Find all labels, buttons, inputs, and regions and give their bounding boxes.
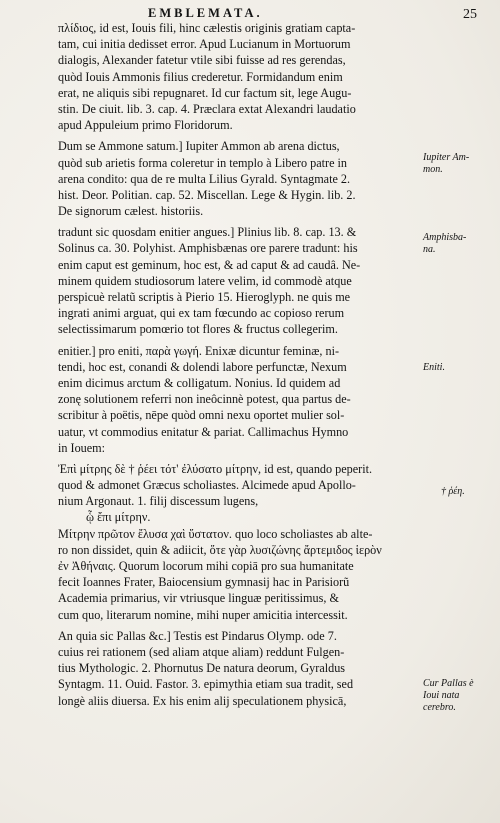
running-title: EMBLEMATA.	[148, 6, 263, 20]
text-line: enitier.] pro eniti, παρὰ γωγή. Enixæ dicuntur feminæ, ni-	[58, 343, 340, 358]
text-line: arena condito: qua de re multa Lilius Gyrald. Syntagmate 2.	[58, 171, 351, 186]
margin-note-iupiter-ammon	[423, 152, 497, 176]
text-line: longè aliis diuersa. Ex his enim alij speculationem physicā,	[58, 693, 347, 708]
margin-note-line: Ioui nata	[423, 690, 460, 701]
text-line: quòd sub arietis forma coleretur in templo à Libero patre in	[58, 155, 348, 170]
margin-note-line: mon.	[423, 164, 443, 175]
greek-quote-line: ᾧ ἔπι μίτρην.	[86, 510, 151, 525]
text-line: cuius rei rationem (sed aliam atque aliam) reddunt Fulgen-	[58, 644, 345, 659]
margin-note-greek	[441, 486, 500, 498]
text-line: Dum se Ammone satum.] Iupiter Ammon ab arena dictus,	[58, 139, 340, 154]
margin-note-pallas	[423, 678, 497, 714]
margin-note-line: Cur Pallas è	[423, 678, 474, 689]
page-number: 25	[463, 7, 477, 22]
text-line: zonę solutionem referri non ineôcinnè potest, qua partus de-	[58, 392, 351, 407]
text-line: perspicuè relatũ scriptis à Pierio 15. Hieroglyph. ne quis me	[58, 290, 351, 304]
text-line: scribitur à poëtis, nēpe quòd omni nexu oportet mulier sol-	[58, 408, 345, 423]
margin-note-line: † ῥέη.	[441, 486, 465, 497]
text-line: ro non dissidet, quin & adiicit, ὅτε γὰρ λυσιζώνης ἄρτεμιδος ἱερὸν	[58, 542, 382, 557]
text-line: quòd Iouis Ammonis filius crederetur. Formidandum enim	[58, 69, 343, 84]
text-line: in Iouem:	[58, 440, 106, 455]
text-line: ingrati animi arguat, qui ex tam fœcundo ac copioso rerum	[58, 306, 345, 321]
text-line: tam, cui initia dedisset error. Apud Lucianum in Mortuorum	[58, 37, 351, 52]
text-line: enim dicimus arctum & colligatum. Nonius. Id quidem ad	[58, 375, 341, 390]
text-line: dialogis, Alexander fatetur vtile sibi fuisse ad res gerendas,	[58, 53, 346, 68]
text-line: apud Appuleium primo Floridorum.	[58, 118, 233, 133]
greek-quote-line: Μίτρην πρῶτον ἔλυσα χαὶ ὕστατον. quo loco scholiastes ab alte-	[58, 526, 373, 541]
text-line: ἐν Ἀθήναις. Quorum locorum mihi copiā pro sua humanitate	[58, 559, 354, 573]
text-line: minem quidem studiosorum latere velim, id commodè atque	[58, 273, 352, 288]
margin-note-line: Iupiter Am-	[423, 152, 470, 163]
text-line: De signorum cælest. historiis.	[58, 204, 204, 219]
margin-note-eniti	[423, 362, 497, 374]
text-line: stin. De ciuit. lib. 3. cap. 4. Præclara extat Alexandri laudatio	[58, 101, 356, 116]
text-line: tius Mythologic. 2. Phornutus De natura deorum, Gyraldus	[58, 661, 346, 676]
text-line: hist. Deor. Politian. cap. 52. Miscellan. Lege & Hygin. lib. 2.	[58, 187, 356, 202]
text-line: cum quo, literarum nomine, mihi nuper amicitia intercessit.	[58, 607, 348, 622]
margin-note-line: na.	[423, 244, 436, 255]
text-line: Solinus ca. 30. Polyhist. Amphisbænas ore parere tradunt: his	[58, 241, 358, 256]
text-line: tradunt sic quosdam enitier angues.] Plinius lib. 8. cap. 13. &	[58, 225, 357, 240]
text-line: uatur, vt commodius enitatur & pariat. Callimachus Hymno	[58, 424, 349, 439]
text-line: erat, ne aliquis sibi repugnaret. Id cur factum sit, lege Augu-	[58, 85, 352, 100]
text-line: selectissimarum pomœrio tot flores & fructus collegerim.	[58, 322, 338, 337]
body-text	[58, 20, 420, 709]
margin-note-line: Amphisba-	[423, 232, 467, 243]
text-line: Syntagm. 11. Ouid. Fastor. 3. epimythia etiam sua tradit, sed	[58, 677, 354, 692]
greek-quote-line: Ἐπὶ μίτρης δὲ † ῥέει τότ' ἐλύσατο μίτρην, id est, quando peperit.	[58, 461, 373, 476]
margin-note-line: Eniti.	[423, 362, 445, 373]
margin-note-line: cerebro.	[423, 702, 456, 713]
text-line: enim caput est geminum, hoc est, & ad caput & ad caudâ. Ne-	[58, 257, 361, 272]
margin-note-amphisbaena	[423, 232, 497, 256]
text-line: An quia sic Pallas &c.] Testis est Pindarus Olymp. ode 7.	[58, 628, 337, 643]
text-line: πλίδιος, id est, Iouis fili, hinc cælestis originis gratiam capta-	[58, 21, 356, 35]
text-line: fecit Ioannes Frater, Baiocensium gymnasij hac in Parisiorũ	[58, 575, 350, 590]
text-line: tendi, hoc est, conandi & dolendi labore perfunctæ, Nexum	[58, 359, 347, 374]
text-line: nium Argonaut. 1. filij discessum lugens,	[58, 494, 259, 509]
text-line: quod & admonet Græcus scholiastes. Alcimede apud Apollo-	[58, 478, 356, 493]
text-line: Academia primarius, vir vtriusque linguæ peritissimus, &	[58, 591, 339, 606]
